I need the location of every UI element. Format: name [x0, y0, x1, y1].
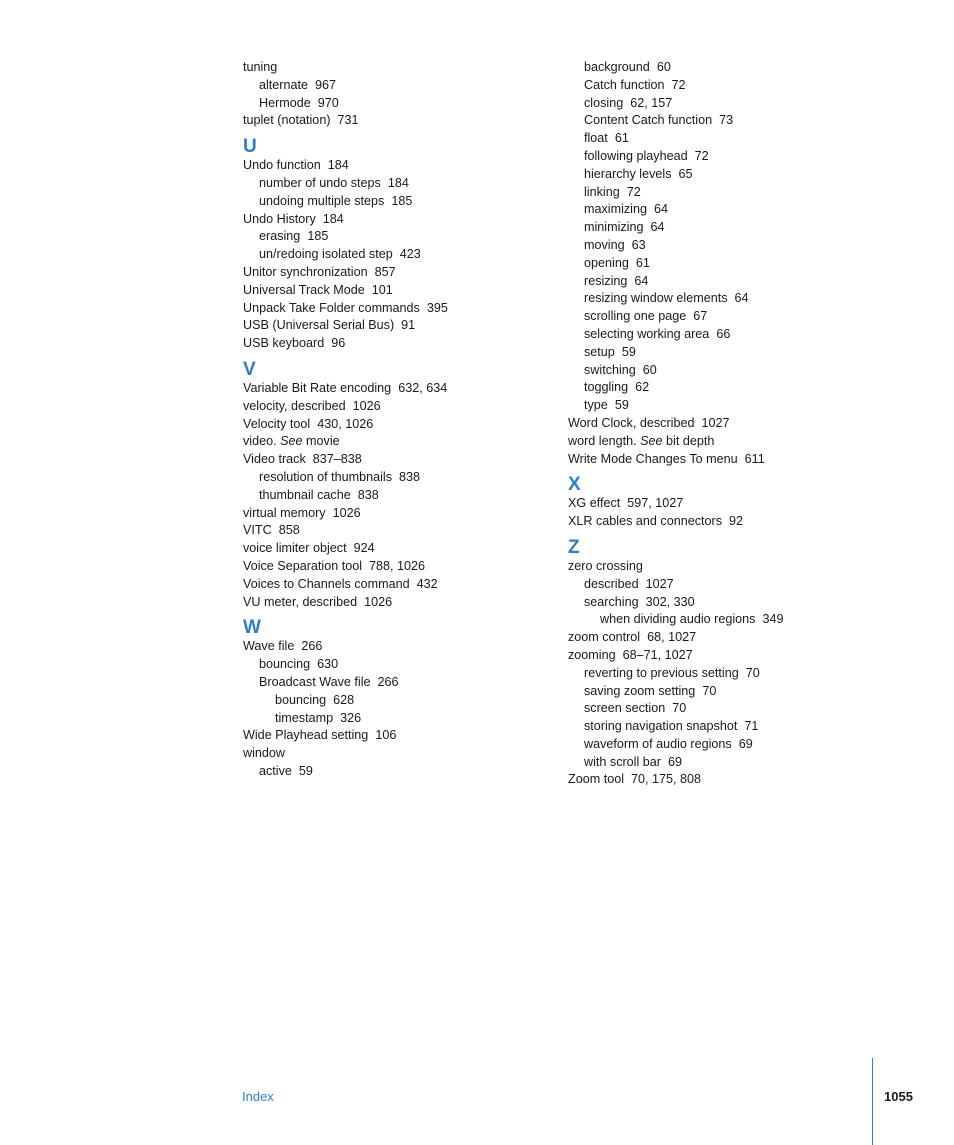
entry-page-numbers: 967	[315, 77, 337, 92]
entry-term: Unitor synchronization	[243, 264, 368, 279]
entry-page-numbers: 1026	[352, 398, 381, 413]
entry-page-numbers: 970	[317, 95, 339, 110]
entry-term: resizing	[584, 273, 628, 288]
index-subentry	[568, 736, 888, 754]
entry-page-numbers: 630	[317, 657, 339, 672]
entry-page-numbers: 788, 1026	[369, 558, 426, 573]
entry-term: VU meter, described	[243, 594, 358, 609]
footer-divider	[872, 1058, 873, 1145]
index-subentry	[243, 95, 563, 113]
entry-term: toggling	[584, 380, 629, 395]
index-subentry	[568, 219, 888, 237]
index-entry	[568, 558, 888, 576]
index-entry	[568, 647, 888, 665]
index-subentry	[243, 710, 563, 728]
entry-page-numbers: 101	[371, 282, 393, 297]
entry-term: when dividing audio regions	[600, 612, 756, 627]
entry-page-numbers: 1027	[701, 415, 730, 430]
section-letter-z: Z	[568, 536, 580, 558]
index-entry	[568, 513, 888, 531]
section-letter-u: U	[243, 136, 257, 158]
index-entry	[243, 335, 563, 353]
index-entry	[243, 505, 563, 523]
entry-page-numbers: 70	[702, 683, 717, 698]
index-entry	[568, 433, 888, 451]
entry-page-numbers: 68–71, 1027	[622, 647, 693, 662]
entry-term: thumbnail cache	[259, 487, 351, 502]
entry-term: Universal Track Mode	[243, 282, 365, 297]
entry-term: XLR cables and connectors	[568, 514, 723, 529]
entry-term: searching	[584, 594, 639, 609]
index-subentry	[568, 344, 888, 362]
entry-page-numbers: 70	[672, 701, 687, 716]
entry-term: Voices to Channels command	[243, 576, 410, 591]
entry-term: type	[584, 398, 608, 413]
index-entry	[243, 522, 563, 540]
entry-term: VITC	[243, 523, 272, 538]
entry-page-numbers: 597, 1027	[627, 496, 684, 511]
entry-page-numbers: 185	[307, 229, 329, 244]
index-subentry	[243, 674, 563, 692]
index-entry	[243, 558, 563, 576]
section-letter-x: X	[568, 474, 581, 496]
entry-page-numbers: 64	[634, 273, 649, 288]
see-reference-label: See	[640, 433, 663, 448]
index-entry	[568, 629, 888, 647]
index-entry	[243, 416, 563, 434]
entry-page-numbers: 70, 175, 808	[631, 772, 702, 787]
entry-page-numbers: 72	[671, 77, 686, 92]
index-subentry	[568, 754, 888, 772]
entry-page-numbers: 731	[337, 113, 359, 128]
entry-page-numbers: 924	[353, 541, 375, 556]
index-subentry	[568, 237, 888, 255]
index-subentry	[568, 683, 888, 701]
index-subentry	[568, 273, 888, 291]
entry-term: Content Catch function	[584, 113, 713, 128]
index-entry	[243, 264, 563, 282]
entry-page-numbers: 67	[693, 309, 708, 324]
entry-term: zooming	[568, 647, 616, 662]
entry-term: Voice Separation tool	[243, 558, 363, 573]
entry-term: Hermode	[259, 95, 311, 110]
entry-term: Catch function	[584, 77, 665, 92]
index-subentry	[568, 290, 888, 308]
entry-term: following playhead	[584, 148, 688, 163]
entry-page-numbers: 632, 634	[398, 380, 448, 395]
entry-page-numbers: 432	[416, 576, 438, 591]
entry-term: USB (Universal Serial Bus)	[243, 318, 395, 333]
entry-page-numbers: 69	[667, 754, 682, 769]
index-subentry	[568, 379, 888, 397]
entry-page-numbers: 59	[621, 344, 636, 359]
entry-page-numbers: 59	[614, 398, 629, 413]
entry-term: zero crossing	[568, 558, 643, 573]
entry-page-numbers: 184	[327, 158, 349, 173]
entry-term: Wave file	[243, 639, 295, 654]
index-column-right	[568, 59, 888, 789]
index-subentry	[568, 77, 888, 95]
entry-page-numbers: 1026	[364, 594, 393, 609]
entry-term: Undo History	[243, 211, 316, 226]
entry-term: Zoom tool	[568, 772, 624, 787]
entry-page-numbers: 71	[744, 719, 759, 734]
entry-page-numbers: 66	[716, 326, 731, 341]
index-subentry	[568, 130, 888, 148]
index-subentry	[568, 255, 888, 273]
section-letter-w: W	[243, 617, 261, 639]
entry-page-numbers: 838	[399, 469, 421, 484]
index-subentry	[243, 77, 563, 95]
index-subentry	[568, 576, 888, 594]
index-entry	[243, 638, 563, 656]
entry-page-numbers: 64	[734, 291, 749, 306]
index-column-left	[243, 59, 563, 781]
index-entry	[243, 317, 563, 335]
entry-page-numbers: 423	[399, 247, 421, 262]
index-entry	[243, 540, 563, 558]
index-subentry	[243, 487, 563, 505]
index-subentry	[568, 397, 888, 415]
see-reference-label: See	[280, 434, 303, 449]
entry-page-numbers: 349	[762, 612, 784, 627]
entry-term: storing navigation snapshot	[584, 719, 738, 734]
entry-page-numbers: 64	[653, 202, 668, 217]
entry-term: un/redoing isolated step	[259, 247, 393, 262]
entry-page-numbers: 837–838	[312, 452, 362, 467]
index-subentry	[568, 184, 888, 202]
entry-term: reverting to previous setting	[584, 665, 739, 680]
entry-page-numbers: 266	[301, 639, 323, 654]
entry-term: maximizing	[584, 202, 647, 217]
entry-page-numbers: 326	[340, 710, 362, 725]
entry-page-numbers: 68, 1027	[647, 630, 697, 645]
entry-page-numbers: 62	[635, 380, 650, 395]
entry-term: video.	[243, 434, 277, 449]
entry-page-numbers: 63	[631, 237, 646, 252]
entry-page-numbers: 184	[387, 175, 409, 190]
index-subentry	[243, 175, 563, 193]
entry-page-numbers: 62, 157	[630, 95, 673, 110]
index-entry	[243, 300, 563, 318]
entry-term: Broadcast Wave file	[259, 674, 371, 689]
index-entry	[243, 282, 563, 300]
entry-term: window	[243, 746, 285, 761]
entry-page-numbers: 60	[656, 60, 671, 74]
entry-term: bouncing	[259, 657, 311, 672]
entry-page-numbers: 302, 330	[645, 594, 695, 609]
index-subentry	[568, 166, 888, 184]
index-entry	[568, 415, 888, 433]
entry-term: resolution of thumbnails	[259, 469, 393, 484]
entry-page-numbers: 72	[626, 184, 641, 199]
index-subentry	[568, 95, 888, 113]
entry-page-numbers: 64	[650, 220, 665, 235]
page-number: 1055	[884, 1089, 913, 1104]
entry-term: resizing window elements	[584, 291, 728, 306]
index-subentry	[243, 656, 563, 674]
index-subentry	[568, 362, 888, 380]
index-entry	[568, 495, 888, 513]
index-entry	[243, 157, 563, 175]
entry-term: Velocity tool	[243, 416, 311, 431]
index-subentry	[568, 700, 888, 718]
entry-page-numbers: 838	[357, 487, 379, 502]
index-entry	[568, 771, 888, 789]
entry-term: timestamp	[275, 710, 334, 725]
index-subentry	[243, 246, 563, 264]
index-subentry	[568, 611, 888, 629]
footer-section-label: Index	[242, 1089, 274, 1104]
entry-term: setup	[584, 344, 615, 359]
entry-page-numbers: 73	[719, 113, 734, 128]
entry-term: tuning	[243, 60, 278, 74]
entry-term: hierarchy levels	[584, 166, 672, 181]
entry-page-numbers: 61	[635, 255, 650, 270]
entry-term: voice limiter object	[243, 541, 347, 556]
entry-page-numbers: 106	[375, 728, 397, 743]
section-letter-v: V	[243, 358, 256, 380]
index-subentry	[568, 665, 888, 683]
index-entry	[243, 380, 563, 398]
entry-page-numbers: 91	[401, 318, 416, 333]
entry-term: moving	[584, 237, 625, 252]
index-entry	[243, 451, 563, 469]
index-entry	[243, 112, 563, 130]
entry-page-numbers: 611	[744, 451, 765, 466]
entry-term: velocity, described	[243, 398, 346, 413]
entry-term: Word Clock, described	[568, 415, 695, 430]
entry-term: Undo function	[243, 158, 321, 173]
entry-term: undoing multiple steps	[259, 193, 385, 208]
index-entry	[243, 727, 563, 745]
see-reference-target: movie	[306, 434, 340, 449]
entry-page-numbers: 858	[278, 523, 300, 538]
entry-page-numbers: 185	[391, 193, 413, 208]
entry-term: with scroll bar	[584, 754, 661, 769]
index-subentry	[243, 469, 563, 487]
entry-page-numbers: 60	[642, 362, 657, 377]
entry-term: opening	[584, 255, 629, 270]
index-subentry	[243, 763, 563, 781]
index-subentry	[568, 112, 888, 130]
entry-term: closing	[584, 95, 624, 110]
entry-page-numbers: 395	[426, 300, 448, 315]
entry-term: virtual memory	[243, 505, 326, 520]
entry-page-numbers: 430, 1026	[317, 416, 374, 431]
entry-term: Unpack Take Folder commands	[243, 300, 420, 315]
entry-term: Variable Bit Rate encoding	[243, 380, 392, 395]
entry-page-numbers: 96	[331, 336, 346, 351]
entry-term: word length.	[568, 433, 637, 448]
entry-term: alternate	[259, 77, 309, 92]
entry-term: switching	[584, 362, 636, 377]
entry-term: selecting working area	[584, 326, 710, 341]
entry-term: screen section	[584, 701, 666, 716]
index-entry	[243, 398, 563, 416]
entry-page-numbers: 92	[729, 514, 744, 529]
entry-page-numbers: 70	[745, 665, 760, 680]
index-entry	[243, 576, 563, 594]
entry-term: linking	[584, 184, 620, 199]
entry-page-numbers: 69	[738, 736, 753, 751]
entry-term: background	[584, 60, 650, 74]
entry-page-numbers: 266	[377, 674, 399, 689]
entry-term: waveform of audio regions	[584, 736, 732, 751]
entry-page-numbers: 65	[678, 166, 693, 181]
index-subentry	[568, 148, 888, 166]
entry-term: number of undo steps	[259, 175, 381, 190]
index-entry	[243, 594, 563, 612]
index-subentry	[243, 193, 563, 211]
entry-term: float	[584, 131, 608, 146]
index-subentry	[568, 326, 888, 344]
index-subentry	[568, 308, 888, 326]
entry-term: active	[259, 763, 292, 778]
entry-term: erasing	[259, 229, 301, 244]
entry-page-numbers: 857	[374, 264, 396, 279]
entry-page-numbers: 72	[694, 148, 709, 163]
index-subentry	[568, 201, 888, 219]
index-subentry	[243, 228, 563, 246]
entry-term: Video track	[243, 452, 306, 467]
index-subentry	[568, 59, 888, 77]
entry-term: bouncing	[275, 692, 327, 707]
entry-term: zoom control	[568, 630, 641, 645]
index-entry	[243, 211, 563, 229]
entry-page-numbers: 61	[614, 131, 629, 146]
index-subentry	[568, 718, 888, 736]
index-entry	[243, 433, 563, 451]
entry-term: Write Mode Changes To menu	[568, 451, 738, 466]
entry-page-numbers: 1026	[332, 505, 361, 520]
entry-term: tuplet (notation)	[243, 113, 331, 128]
index-entry	[243, 59, 563, 77]
entry-term: XG effect	[568, 496, 621, 511]
entry-term: USB keyboard	[243, 336, 325, 351]
entry-term: scrolling one page	[584, 309, 687, 324]
entry-page-numbers: 1027	[645, 576, 674, 591]
entry-term: saving zoom setting	[584, 683, 696, 698]
entry-page-numbers: 184	[322, 211, 344, 226]
index-entry	[568, 451, 888, 469]
entry-term: minimizing	[584, 220, 644, 235]
entry-page-numbers: 59	[298, 763, 313, 778]
index-subentry	[243, 692, 563, 710]
entry-term: Wide Playhead setting	[243, 728, 369, 743]
entry-page-numbers: 628	[333, 692, 355, 707]
see-reference-target: bit depth	[666, 433, 715, 448]
index-subentry	[568, 594, 888, 612]
index-entry	[243, 745, 563, 763]
entry-term: described	[584, 576, 639, 591]
